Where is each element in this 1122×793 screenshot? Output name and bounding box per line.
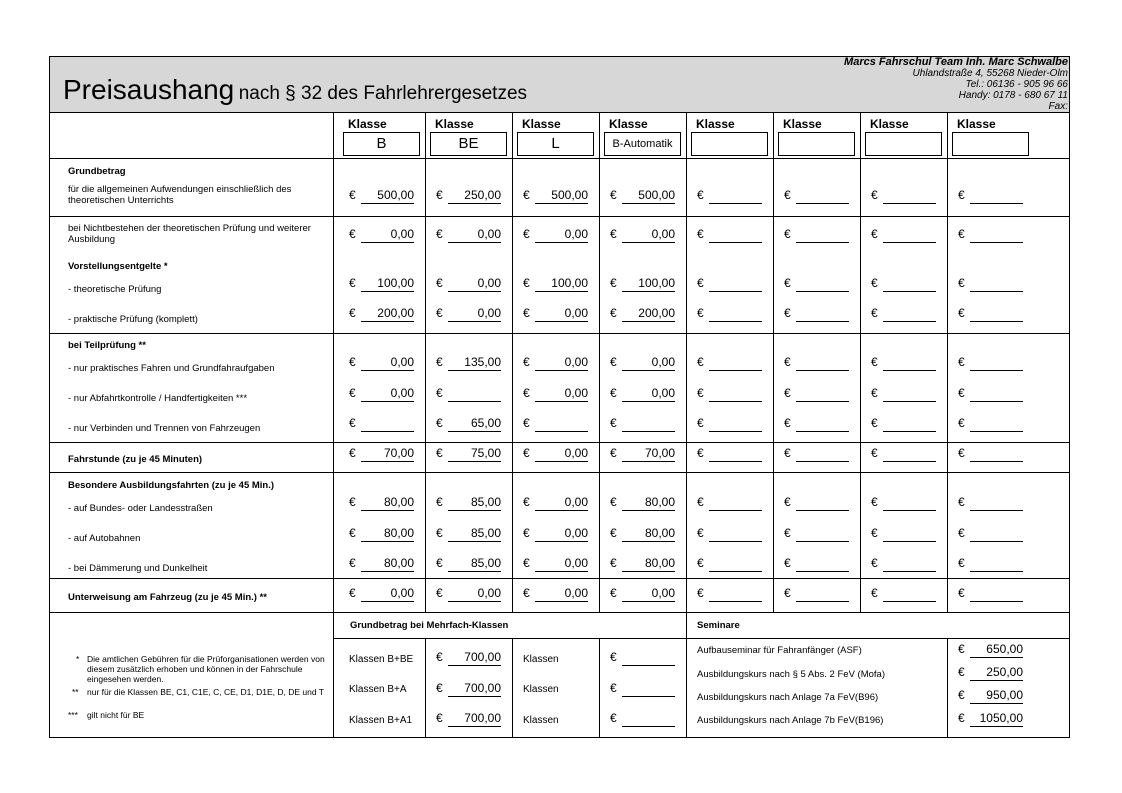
price-value: 0,00 bbox=[535, 355, 588, 371]
price-value: 700,00 bbox=[448, 681, 501, 697]
euro-sign: € bbox=[436, 276, 443, 290]
euro-sign: € bbox=[349, 495, 356, 509]
euro-sign: € bbox=[697, 306, 704, 320]
price-value: 0,00 bbox=[448, 586, 501, 602]
klasse-label: Klasse bbox=[696, 117, 735, 131]
price-value bbox=[883, 526, 936, 542]
price-value bbox=[796, 306, 849, 322]
price-value: 0,00 bbox=[535, 227, 588, 243]
euro-sign: € bbox=[697, 188, 704, 202]
mehrfach-label: Klassen B+A bbox=[349, 684, 407, 695]
price-value: 85,00 bbox=[448, 556, 501, 572]
price-value: 80,00 bbox=[622, 526, 675, 542]
euro-sign: € bbox=[784, 355, 791, 369]
euro-sign: € bbox=[436, 526, 443, 540]
price-value: 0,00 bbox=[535, 556, 588, 572]
euro-sign: € bbox=[523, 416, 530, 430]
price-value bbox=[709, 355, 762, 371]
price-value: 85,00 bbox=[448, 526, 501, 542]
euro-sign: € bbox=[349, 276, 356, 290]
euro-sign: € bbox=[349, 188, 356, 202]
price-value: 0,00 bbox=[448, 306, 501, 322]
price-value: 75,00 bbox=[448, 446, 501, 462]
price-value bbox=[970, 306, 1023, 322]
euro-sign: € bbox=[610, 355, 617, 369]
euro-sign: € bbox=[610, 586, 617, 600]
euro-sign: € bbox=[349, 386, 356, 400]
klasse-label: Klasse bbox=[435, 117, 474, 131]
price-value: 0,00 bbox=[535, 526, 588, 542]
euro-sign: € bbox=[436, 355, 443, 369]
euro-sign: € bbox=[523, 526, 530, 540]
euro-sign: € bbox=[436, 650, 443, 664]
price-value bbox=[883, 416, 936, 432]
price-value bbox=[448, 386, 501, 402]
price-value: 500,00 bbox=[622, 188, 675, 204]
label-grund-desc: für die allgemeinen Aufwendungen einschließlich des theoretischen Unterrichts bbox=[68, 184, 292, 206]
euro-sign: € bbox=[610, 495, 617, 509]
title-sub: nach § 32 des Fahrlehrergesetzes bbox=[238, 83, 528, 104]
price-value bbox=[709, 556, 762, 572]
euro-sign: € bbox=[958, 276, 965, 290]
euro-sign: € bbox=[958, 665, 965, 679]
price-value: 0,00 bbox=[448, 227, 501, 243]
euro-sign: € bbox=[436, 495, 443, 509]
price-value bbox=[796, 227, 849, 243]
price-value bbox=[709, 306, 762, 322]
class-box-empty bbox=[778, 132, 855, 156]
price-value: 70,00 bbox=[361, 446, 414, 462]
euro-sign: € bbox=[871, 495, 878, 509]
price-value bbox=[796, 188, 849, 204]
euro-sign: € bbox=[784, 276, 791, 290]
price-value: 65,00 bbox=[448, 416, 501, 432]
price-value bbox=[796, 276, 849, 292]
class-box-b-automatik: B-Automatik bbox=[604, 132, 681, 156]
euro-sign: € bbox=[784, 526, 791, 540]
column-divider bbox=[947, 112, 948, 612]
klasse-label: Klasse bbox=[348, 117, 387, 131]
price-value: 250,00 bbox=[448, 188, 501, 204]
euro-sign: € bbox=[349, 526, 356, 540]
euro-sign: € bbox=[436, 306, 443, 320]
label-daemmerung: - bei Dämmerung und Dunkelheit bbox=[68, 563, 208, 574]
euro-sign: € bbox=[523, 586, 530, 600]
euro-sign: € bbox=[610, 446, 617, 460]
euro-sign: € bbox=[610, 276, 617, 290]
company-tel: Tel.: 06136 - 905 96 66 bbox=[965, 79, 1068, 90]
price-value bbox=[883, 495, 936, 511]
euro-sign: € bbox=[349, 446, 356, 460]
label-theoretisch: - theoretische Prüfung bbox=[68, 284, 162, 295]
euro-sign: € bbox=[436, 446, 443, 460]
price-value bbox=[970, 416, 1023, 432]
klasse-label: Klasse bbox=[870, 117, 909, 131]
euro-sign: € bbox=[610, 416, 617, 430]
euro-sign: € bbox=[697, 386, 704, 400]
klasse-label: Klasse bbox=[522, 117, 561, 131]
price-value bbox=[970, 355, 1023, 371]
class-box-l: L bbox=[517, 132, 594, 156]
footnote-3: gilt nicht für BE bbox=[87, 710, 145, 720]
price-value bbox=[883, 556, 936, 572]
price-value: 100,00 bbox=[622, 276, 675, 292]
label-fahrstunde: Fahrstunde (zu je 45 Minuten) bbox=[68, 454, 203, 465]
euro-sign: € bbox=[697, 227, 704, 241]
label-nur-praktisch: - nur praktisches Fahren und Grundfahraufgaben bbox=[68, 363, 275, 374]
divider bbox=[50, 333, 1069, 334]
euro-sign: € bbox=[871, 306, 878, 320]
price-value: 85,00 bbox=[448, 495, 501, 511]
euro-sign: € bbox=[871, 526, 878, 540]
divider bbox=[50, 216, 1069, 217]
label-unterweisung: Unterweisung am Fahrzeug (zu je 45 Min.) ** bbox=[68, 592, 268, 603]
euro-sign: € bbox=[610, 650, 617, 664]
euro-sign: € bbox=[697, 355, 704, 369]
price-value bbox=[970, 386, 1023, 402]
price-value: 100,00 bbox=[361, 276, 414, 292]
klasse-label: Klasse bbox=[783, 117, 822, 131]
label-vorstellung: Vorstellungsentgelte * bbox=[68, 261, 168, 272]
euro-sign: € bbox=[871, 227, 878, 241]
euro-sign: € bbox=[697, 586, 704, 600]
price-value bbox=[709, 188, 762, 204]
price-value bbox=[796, 416, 849, 432]
price-value: 0,00 bbox=[622, 355, 675, 371]
mehrfach-label-2: Klassen bbox=[523, 684, 559, 695]
euro-sign: € bbox=[871, 355, 878, 369]
price-value: 0,00 bbox=[361, 355, 414, 371]
price-value bbox=[796, 526, 849, 542]
price-value bbox=[709, 227, 762, 243]
euro-sign: € bbox=[697, 416, 704, 430]
price-value: 650,00 bbox=[970, 642, 1023, 658]
price-value bbox=[970, 188, 1023, 204]
price-value bbox=[883, 306, 936, 322]
euro-sign: € bbox=[523, 355, 530, 369]
company-info bbox=[844, 57, 1068, 112]
seminar-label: Ausbildungskurs nach Anlage 7a FeV(B96) bbox=[697, 692, 879, 703]
column-divider bbox=[425, 638, 426, 738]
mehrfach-label: Klassen B+BE bbox=[349, 654, 414, 665]
euro-sign: € bbox=[784, 188, 791, 202]
column-divider bbox=[773, 112, 774, 612]
euro-sign: € bbox=[958, 495, 965, 509]
divider bbox=[50, 158, 1069, 159]
euro-sign: € bbox=[436, 416, 443, 430]
price-value: 80,00 bbox=[361, 526, 414, 542]
price-value: 0,00 bbox=[361, 586, 414, 602]
class-box-b: B bbox=[343, 132, 420, 156]
price-value bbox=[796, 556, 849, 572]
label-besondere: Besondere Ausbildungsfahrten (zu je 45 Min.) bbox=[68, 480, 275, 491]
price-value bbox=[970, 227, 1023, 243]
euro-sign: € bbox=[697, 446, 704, 460]
price-value bbox=[883, 446, 936, 462]
price-value bbox=[883, 355, 936, 371]
klasse-label: Klasse bbox=[957, 117, 996, 131]
seminar-label: Aufbauseminar für Fahranfänger (ASF) bbox=[697, 645, 862, 656]
euro-sign: € bbox=[784, 446, 791, 460]
price-value: 0,00 bbox=[535, 446, 588, 462]
price-value bbox=[970, 495, 1023, 511]
price-value bbox=[622, 650, 675, 666]
class-box-empty bbox=[865, 132, 942, 156]
euro-sign: € bbox=[610, 526, 617, 540]
class-box-empty bbox=[952, 132, 1029, 156]
euro-sign: € bbox=[349, 416, 356, 430]
mehrfach-label: Klassen B+A1 bbox=[349, 715, 413, 726]
price-value: 950,00 bbox=[970, 688, 1023, 704]
company-name: Marcs Fahrschul Team Inh. Marc Schwalbe bbox=[844, 56, 1068, 68]
footnote-2: nur für die Klassen BE, C1, C1E, C, CE, D1, D1E, D, DE und T bbox=[87, 687, 324, 697]
euro-sign: € bbox=[697, 556, 704, 570]
label-autobahn: - auf Autobahnen bbox=[68, 533, 141, 544]
euro-sign: € bbox=[610, 227, 617, 241]
euro-sign: € bbox=[958, 556, 965, 570]
price-value bbox=[709, 386, 762, 402]
seminar-label: Ausbildungskurs nach Anlage 7b FeV(B196) bbox=[697, 715, 884, 726]
euro-sign: € bbox=[958, 188, 965, 202]
title-main: Preisaushang bbox=[63, 74, 235, 105]
euro-sign: € bbox=[784, 386, 791, 400]
price-value: 700,00 bbox=[448, 711, 501, 727]
mehrfach-title: Grundbetrag bei Mehrfach-Klassen bbox=[350, 620, 509, 631]
euro-sign: € bbox=[958, 416, 965, 430]
price-value: 250,00 bbox=[970, 665, 1023, 681]
price-value: 135,00 bbox=[448, 355, 501, 371]
price-value bbox=[709, 446, 762, 462]
euro-sign: € bbox=[436, 188, 443, 202]
euro-sign: € bbox=[784, 556, 791, 570]
label-grundbetrag: Grundbetrag bbox=[68, 166, 126, 177]
class-box-be: BE bbox=[430, 132, 507, 156]
price-value bbox=[796, 355, 849, 371]
price-value: 0,00 bbox=[535, 306, 588, 322]
euro-sign: € bbox=[871, 276, 878, 290]
euro-sign: € bbox=[523, 495, 530, 509]
euro-sign: € bbox=[610, 386, 617, 400]
price-value: 0,00 bbox=[535, 386, 588, 402]
euro-sign: € bbox=[610, 711, 617, 725]
euro-sign: € bbox=[610, 306, 617, 320]
euro-sign: € bbox=[349, 556, 356, 570]
price-value: 100,00 bbox=[535, 276, 588, 292]
price-value: 0,00 bbox=[622, 227, 675, 243]
euro-sign: € bbox=[436, 681, 443, 695]
euro-sign: € bbox=[871, 386, 878, 400]
euro-sign: € bbox=[784, 586, 791, 600]
footnote-1: Die amtlichen Gebühren für die Prüforganisationen werden von diesem zusätzlich erhoben und können in der Fahrschule eingesehen werden. bbox=[87, 654, 325, 684]
euro-sign: € bbox=[784, 495, 791, 509]
price-value bbox=[709, 495, 762, 511]
euro-sign: € bbox=[523, 386, 530, 400]
euro-sign: € bbox=[349, 586, 356, 600]
euro-sign: € bbox=[958, 306, 965, 320]
footnote-2-mark: ** bbox=[72, 687, 79, 697]
price-value bbox=[796, 446, 849, 462]
euro-sign: € bbox=[349, 355, 356, 369]
euro-sign: € bbox=[523, 556, 530, 570]
column-divider bbox=[333, 112, 334, 738]
price-value bbox=[883, 586, 936, 602]
price-value: 80,00 bbox=[361, 495, 414, 511]
euro-sign: € bbox=[871, 556, 878, 570]
euro-sign: € bbox=[349, 227, 356, 241]
price-value bbox=[970, 276, 1023, 292]
price-value bbox=[361, 416, 414, 432]
price-value bbox=[709, 416, 762, 432]
price-value bbox=[970, 526, 1023, 542]
price-value bbox=[883, 188, 936, 204]
price-value: 1050,00 bbox=[970, 711, 1023, 727]
euro-sign: € bbox=[610, 556, 617, 570]
euro-sign: € bbox=[436, 386, 443, 400]
euro-sign: € bbox=[784, 227, 791, 241]
price-value: 0,00 bbox=[535, 586, 588, 602]
seminare-title: Seminare bbox=[697, 620, 740, 631]
euro-sign: € bbox=[697, 276, 704, 290]
price-value bbox=[970, 446, 1023, 462]
divider bbox=[50, 578, 1069, 579]
column-divider bbox=[686, 112, 687, 738]
euro-sign: € bbox=[958, 711, 965, 725]
price-value: 0,00 bbox=[622, 586, 675, 602]
price-value: 0,00 bbox=[622, 386, 675, 402]
label-bundes: - auf Bundes- oder Landesstraßen bbox=[68, 503, 213, 514]
euro-sign: € bbox=[523, 306, 530, 320]
euro-sign: € bbox=[697, 526, 704, 540]
divider bbox=[333, 638, 1069, 639]
euro-sign: € bbox=[697, 495, 704, 509]
euro-sign: € bbox=[523, 446, 530, 460]
price-value bbox=[970, 556, 1023, 572]
euro-sign: € bbox=[784, 416, 791, 430]
class-box-empty bbox=[691, 132, 768, 156]
price-value: 0,00 bbox=[361, 227, 414, 243]
euro-sign: € bbox=[871, 586, 878, 600]
price-value: 200,00 bbox=[622, 306, 675, 322]
euro-sign: € bbox=[610, 681, 617, 695]
column-divider bbox=[425, 112, 426, 612]
euro-sign: € bbox=[436, 711, 443, 725]
price-value: 700,00 bbox=[448, 650, 501, 666]
footnote-1-mark: * bbox=[76, 654, 80, 664]
price-value: 500,00 bbox=[361, 188, 414, 204]
page-title bbox=[63, 74, 527, 106]
column-divider bbox=[860, 112, 861, 612]
seminar-label: Ausbildungskurs nach § 5 Abs. 2 FeV (Mofa) bbox=[697, 669, 885, 680]
price-value bbox=[883, 386, 936, 402]
euro-sign: € bbox=[958, 355, 965, 369]
price-value: 80,00 bbox=[361, 556, 414, 572]
price-value bbox=[970, 586, 1023, 602]
price-value bbox=[622, 681, 675, 697]
price-value bbox=[883, 227, 936, 243]
price-value bbox=[709, 586, 762, 602]
euro-sign: € bbox=[871, 188, 878, 202]
euro-sign: € bbox=[958, 227, 965, 241]
euro-sign: € bbox=[436, 227, 443, 241]
euro-sign: € bbox=[871, 416, 878, 430]
price-value bbox=[883, 276, 936, 292]
mehrfach-label-2: Klassen bbox=[523, 715, 559, 726]
company-address: Uhlandstraße 4, 55268 Nieder-Olm bbox=[912, 68, 1068, 79]
price-value: 500,00 bbox=[535, 188, 588, 204]
euro-sign: € bbox=[958, 386, 965, 400]
company-handy: Handy: 0178 - 680 67 11 bbox=[958, 90, 1068, 101]
label-nur-verbinden: - nur Verbinden und Trennen von Fahrzeugen bbox=[68, 423, 261, 434]
euro-sign: € bbox=[871, 446, 878, 460]
price-value: 70,00 bbox=[622, 446, 675, 462]
column-divider bbox=[599, 638, 600, 738]
label-nur-abfahrt: - nur Abfahrtkontrolle / Handfertigkeiten *** bbox=[68, 393, 248, 404]
euro-sign: € bbox=[958, 446, 965, 460]
divider bbox=[50, 112, 1069, 113]
euro-sign: € bbox=[523, 227, 530, 241]
price-value bbox=[796, 495, 849, 511]
price-value bbox=[622, 416, 675, 432]
euro-sign: € bbox=[958, 586, 965, 600]
euro-sign: € bbox=[958, 688, 965, 702]
divider bbox=[50, 472, 1069, 473]
footnote-3-mark: *** bbox=[68, 710, 78, 720]
label-teilpruefung: bei Teilprüfung ** bbox=[68, 340, 146, 351]
euro-sign: € bbox=[610, 188, 617, 202]
price-value: 80,00 bbox=[622, 495, 675, 511]
label-praktisch: - praktische Prüfung (komplett) bbox=[68, 314, 198, 325]
euro-sign: € bbox=[436, 556, 443, 570]
divider bbox=[50, 442, 1069, 443]
column-divider bbox=[512, 638, 513, 738]
price-value bbox=[796, 586, 849, 602]
euro-sign: € bbox=[523, 276, 530, 290]
price-value bbox=[709, 526, 762, 542]
price-value: 80,00 bbox=[622, 556, 675, 572]
mehrfach-label-2: Klassen bbox=[523, 654, 559, 665]
euro-sign: € bbox=[958, 526, 965, 540]
price-value: 0,00 bbox=[361, 386, 414, 402]
price-value: 0,00 bbox=[535, 495, 588, 511]
company-fax: Fax: bbox=[1048, 101, 1068, 112]
price-value bbox=[535, 416, 588, 432]
euro-sign: € bbox=[784, 306, 791, 320]
klasse-label: Klasse bbox=[609, 117, 648, 131]
divider bbox=[50, 612, 1069, 613]
price-value: 0,00 bbox=[448, 276, 501, 292]
column-divider bbox=[947, 638, 948, 738]
column-divider bbox=[512, 112, 513, 612]
column-divider bbox=[599, 112, 600, 612]
euro-sign: € bbox=[436, 586, 443, 600]
euro-sign: € bbox=[349, 306, 356, 320]
euro-sign: € bbox=[958, 642, 965, 656]
price-value: 200,00 bbox=[361, 306, 414, 322]
label-nichtbestehen: bei Nichtbestehen der theoretischen Prüfung und weiterer Ausbildung bbox=[68, 223, 311, 245]
euro-sign: € bbox=[523, 188, 530, 202]
price-value bbox=[796, 386, 849, 402]
price-value bbox=[622, 711, 675, 727]
price-value bbox=[709, 276, 762, 292]
